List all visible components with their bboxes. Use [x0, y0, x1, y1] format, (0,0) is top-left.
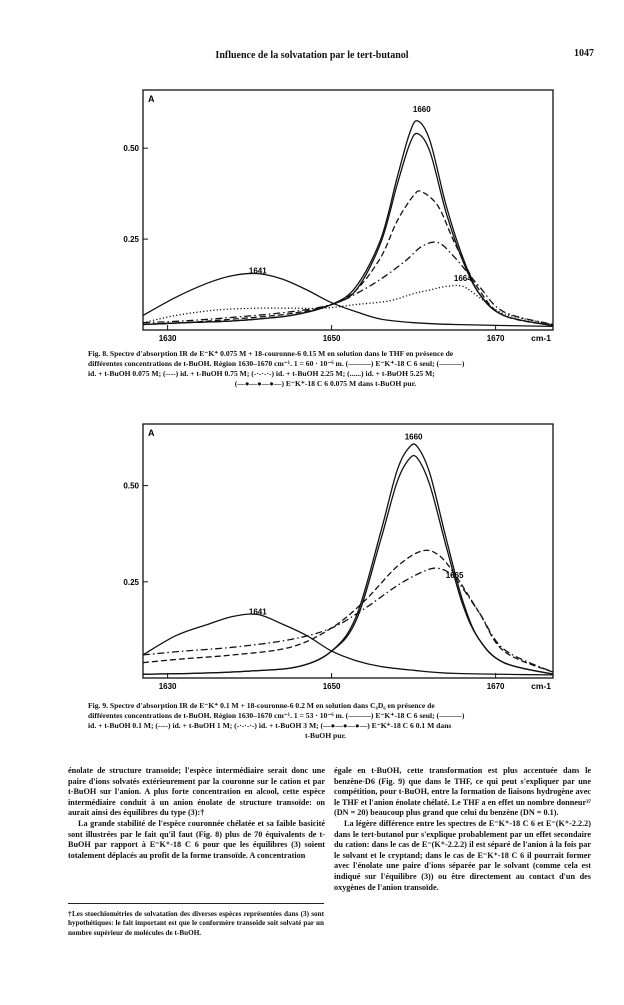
y-tick-label: 0.25 [123, 577, 139, 587]
x-unit-label: cm-1 [531, 681, 551, 691]
caption-line: Fig. 9. Spectre d'absorption IR de E⁻K⁺ 0.1 M + 18-couronne-6 0.2 M en solution dans C₆D₆ en présence de [88, 701, 435, 710]
figure-8-caption [88, 349, 563, 389]
paragraph: égale en t-BuOH, cette transformation est plus accentuée dans le benzène-D6 (Fig. 9) que dans le THF, ce qui peut s'expliquer par une compétition, pour t-BuOH, entre la formation de liaisons hydrogène avec le THF et l'anion énolate chélaté. Le THF a en effet un nombre donneur³⁷ (DN = 20) beaucoup plus grand que celui du benzène (DN = 0.1). [334, 766, 591, 818]
caption-line: id. + t-BuOH 0.1 M; (----) id. + t-BuOH 1 M; (-·-·-·-) id. + t-BuOH 3 M; (—●—●—●—) E⁻K⁺-18 C 6 0.1 M dans [88, 721, 452, 730]
page-number: 1047 [574, 48, 594, 59]
caption-line: id. + t-BuOH 0.075 M; (----) id. + t-BuOH 0.75 M; (-·-·-·-) id. + t-BuOH 2.25 M; (......) id. + t-BuOH 5.25 M; [88, 369, 435, 378]
caption-line: (—●—●—●—) E⁻K⁺-18 C 6 0.075 M dans t-BuOH pur. [234, 379, 417, 388]
series-line [143, 242, 553, 324]
footnote: †Les stoechiométries de solvatation des diverses espèces représentées dans (3) sont hypothétiques: le fait important est que le conformère transoïde soit solvaté par un nombre supérieur de molécules de t-BuOH. [68, 910, 324, 937]
peak-label: 1664 [453, 273, 472, 283]
y-tick-label: 0.25 [123, 235, 139, 245]
peak-label: 1665 [445, 570, 464, 580]
paragraph: énolate de structure transoïde; l'espèce intermédiaire serait donc une paire d'ions solvatés extérieurement par la couronne sur le cation et par t-BuOH sur l'anion. A plus forte concentration en alcool, cette espèce intermédiaire conduit à un anion énolate de structure transoïde: on aurait ainsi des équilibres du type (3):† [68, 766, 325, 818]
running-title: Influence de la solvatation par le tert-butanol [215, 50, 409, 61]
x-tick-label: 1670 [486, 682, 505, 691]
panel-letter: A [148, 94, 155, 104]
plot-frame [143, 424, 553, 678]
series-line [143, 191, 553, 326]
left-column [68, 766, 325, 861]
footnote-rule [68, 903, 324, 904]
peak-label: 1641 [248, 607, 267, 617]
series-line [143, 273, 553, 326]
peak-label: 1641 [248, 266, 267, 276]
x-tick-label: 1630 [158, 334, 177, 343]
right-column [334, 766, 591, 893]
x-tick-label: 1650 [322, 682, 341, 691]
y-tick-label: 0.50 [123, 144, 139, 154]
x-tick-label: 1650 [322, 334, 341, 343]
plot-frame [143, 90, 553, 330]
series-line [143, 444, 553, 674]
x-tick-label: 1630 [158, 682, 177, 691]
peak-label: 1660 [412, 104, 431, 114]
figure-9-chart [95, 418, 565, 696]
caption-line: différentes concentrations de t-BuOH. Région 1630–1670 cm⁻¹. 1 = 60 · 10⁻⁶ m. (———) E⁻K⁺-18 C 6 seul; (———) [88, 359, 465, 368]
caption-line: différentes concentrations de t-BuOH. Région 1630–1670 cm⁻¹. 1 = 53 · 10⁻⁶ m. (———) E⁻K⁺-18 C 6 seul; (———) [88, 711, 465, 720]
series-line [143, 614, 553, 675]
series-line [143, 568, 553, 672]
paragraph: La légère différence entre les spectres de E⁻K⁺-18 C 6 et E⁻(K⁺-2.2.2) dans le tert-butanol pur s'explique probablement par un effet secondaire du cation: dans le cas de E⁻(K⁺-2.2.2) il est séparé de l'anion à la fois par le solvant et le cryptand; dans le cas de E⁻K⁺-18 C 6 il pourrait former avec l'énolate une paire d'ions séparée par le solvant (comme cela est indiqué sur l'équilibre (3)) ou être directement au contact d'un des oxygènes de l'anion transoïde. [334, 818, 591, 892]
figure-8-chart [95, 84, 565, 349]
x-unit-label: cm-1 [531, 333, 551, 343]
x-tick-label: 1670 [486, 334, 505, 343]
caption-line: Fig. 8. Spectre d'absorption IR de E⁻K⁺ 0.075 M + 18-couronne-6 0.15 M en solution dans le THF en présence de [88, 349, 454, 358]
panel-letter: A [148, 428, 155, 438]
series-line [143, 455, 553, 674]
figure-9-caption [88, 701, 563, 741]
peak-label: 1660 [404, 432, 423, 442]
y-tick-label: 0.50 [123, 481, 139, 491]
caption-line: t-BuOH pur. [304, 731, 347, 740]
series-line [143, 285, 553, 324]
paragraph: La grande stabilité de l'espèce couronnée chélatée et sa faible basicité sont illustrées par le fait qu'il faut (Fig. 8) plus de 70 équivalents de t-BuOH par rapport à E⁻K⁺-18 C 6 pour que les équilibres (3) soient totalement déplacés au profit de la forme transoïde. A concentration [68, 818, 325, 860]
series-line [143, 121, 553, 326]
